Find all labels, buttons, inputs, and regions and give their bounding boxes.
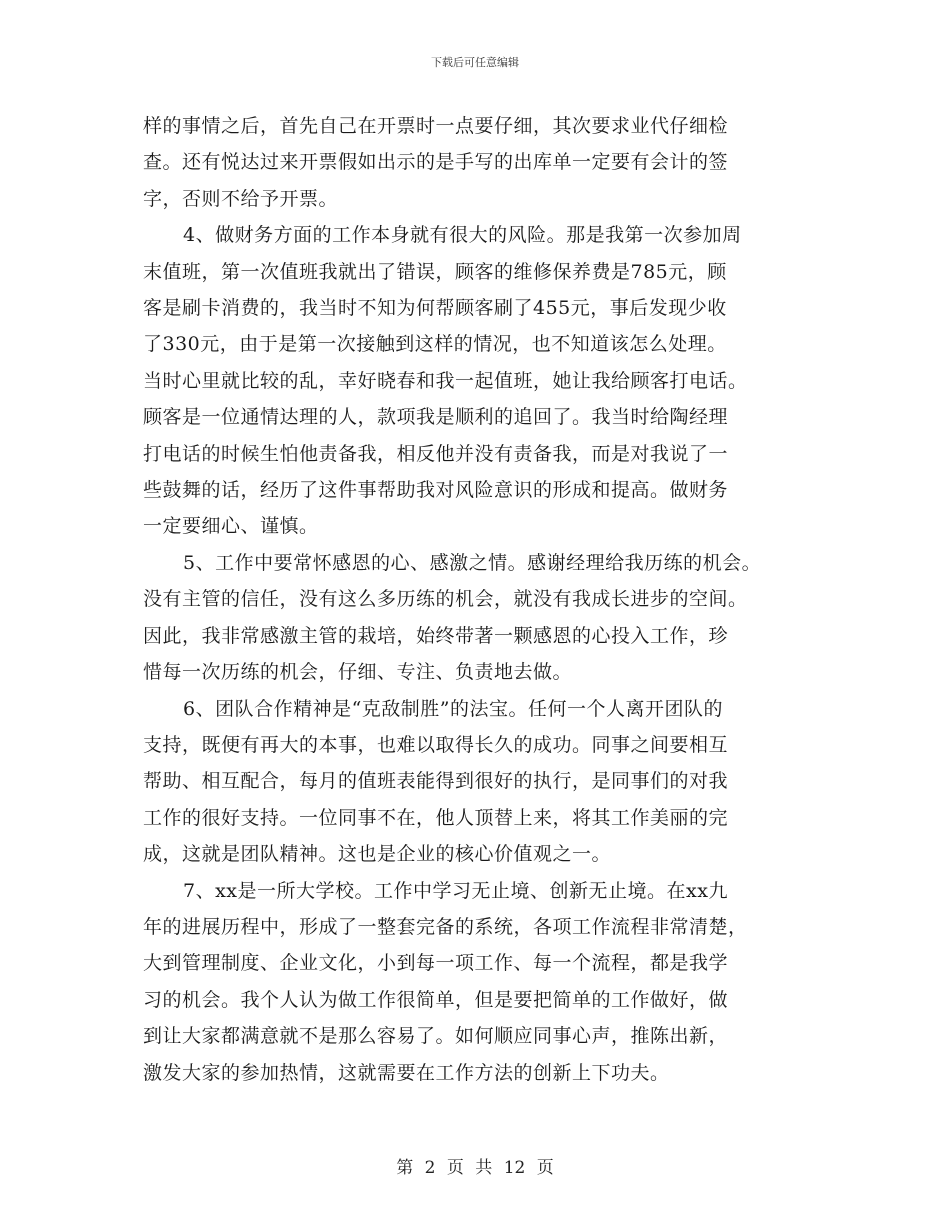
- text-line: 末值班，第一次值班我就出了错误，顾客的维修保养费是785元，顾: [143, 260, 727, 283]
- text-line: 习的机会。我个人认为做工作很简单，但是要把简单的工作做好，做: [143, 988, 729, 1011]
- text-line: 7、xx是一所大学校。工作中学习无止境、创新无止境。在xx九: [183, 879, 728, 902]
- text-line: 4、做财务方面的工作本身就有很大的风险。那是我第一次参加周: [183, 224, 742, 247]
- page-number-footer: 第 2 页 共 12 页: [396, 1158, 554, 1178]
- text-line: 顾客是一位通情达理的人，款项我是顺利的追回了。我当时给陶经理: [143, 406, 729, 429]
- text-line: 没有主管的信任，没有这么多历练的机会，就没有我成长进步的空间。: [143, 588, 748, 611]
- text-line: 6、团队合作精神是“克敌制胜”的法宝。任何一个人离开团队的: [183, 697, 724, 720]
- text-line: 字，否则不给予开票。: [143, 187, 339, 210]
- text-line: 样的事情之后，首先自己在开票时一点要仔细，其次要求业代仔细检: [143, 115, 729, 137]
- text-line: 5、工作中要常怀感恩的心、感激之情。感谢经理给我历练的机会。: [183, 551, 762, 574]
- text-line: 惜每一次历练的机会，仔细、专注、负责地去做。: [143, 661, 573, 684]
- document-body: [143, 108, 803, 1091]
- text-line: 一定要细心、谨慎。: [143, 515, 319, 538]
- page-header: 下载后可任意编辑: [431, 56, 519, 69]
- text-line: 当时心里就比较的乱，幸好晓春和我一起值班，她让我给顾客打电话。: [143, 369, 748, 392]
- text-line: 客是刷卡消费的，我当时不知为何帮顾客刷了455元，事后发现少收: [143, 297, 727, 320]
- text-line: 大到管理制度、企业文化，小到每一项工作、每一个流程，都是我学: [143, 952, 729, 975]
- text-line: 到让大家都满意就不是那么容易了。如何顺应同事心声，推陈出新，: [143, 1025, 729, 1048]
- text-line: 工作的很好支持。一位同事不在，他人顶替上来，将其工作美丽的完: [143, 806, 729, 829]
- text-line: 些鼓舞的话，经历了这件事帮助我对风险意识的形成和提高。做财务: [143, 479, 729, 502]
- text-line: 年的进展历程中，形成了一整套完备的系统，各项工作流程非常清楚，: [143, 915, 748, 938]
- text-line: 了330元，由于是第一次接触到这样的情况，也不知道该怎么处理。: [143, 333, 727, 356]
- text-line: 因此，我非常感激主管的栽培，始终带著一颗感恩的心投入工作，珍: [143, 624, 729, 647]
- text-line: 打电话的时候生怕他责备我，相反他并没有责备我，而是对我说了一: [143, 442, 729, 465]
- text-line: 激发大家的参加热情，这就需要在工作方法的创新上下功夫。: [143, 1061, 670, 1084]
- text-line: 支持，既便有再大的本事，也难以取得长久的成功。同事之间要相互: [143, 733, 729, 756]
- text-line: 查。还有悦达过来开票假如出示的是手写的出库单一定要有会计的签: [143, 151, 729, 174]
- text-line: 帮助、相互配合，每月的值班表能得到很好的执行，是同事们的对我: [143, 770, 729, 793]
- text-line: 成，这就是团队精神。这也是企业的核心价值观之一。: [143, 843, 612, 866]
